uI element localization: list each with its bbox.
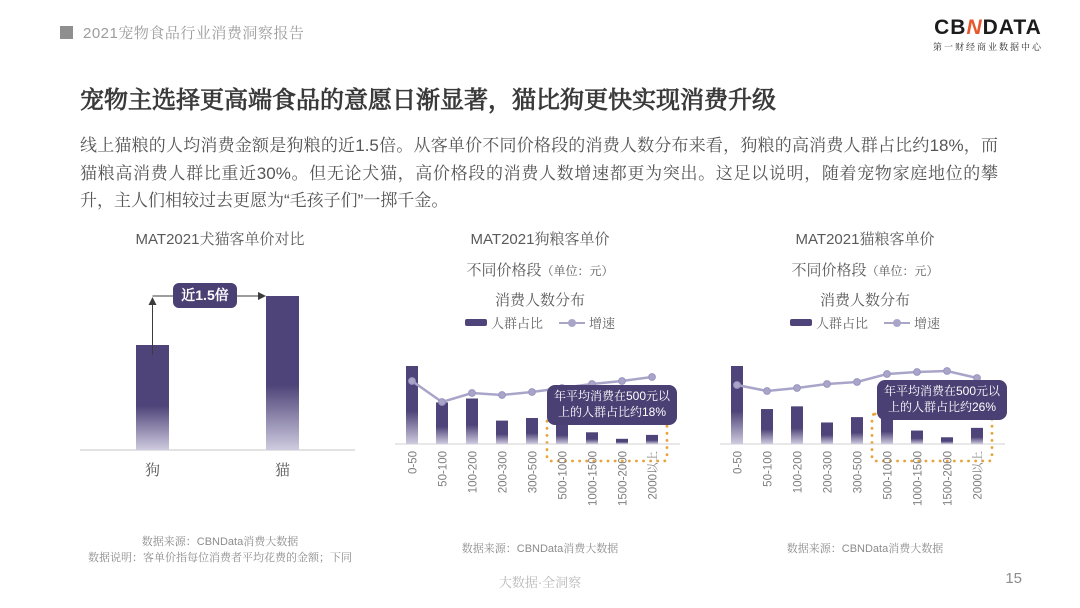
line-swatch-icon [884, 322, 910, 324]
svg-text:0-50: 0-50 [407, 451, 420, 475]
chart3-title-line3: 消费人数分布 [819, 292, 910, 309]
svg-text:2000以上: 2000以上 [972, 451, 985, 500]
logo-part-n: N [966, 16, 983, 39]
chart2-legend-bars [465, 313, 543, 332]
chart2-title-line3: 消费人数分布 [494, 292, 585, 309]
chart1-source: 数据来源：CBNData消费大数据 [141, 536, 299, 548]
chart1-title: MAT2021犬猫客单价对比 [135, 231, 305, 248]
chart3-title-unit: （单位：元） [866, 264, 939, 278]
bar-swatch-icon [790, 319, 812, 326]
logo-part-cb: CB [934, 16, 967, 39]
svg-text:200-300: 200-300 [822, 451, 835, 494]
chart-dog-cat-price-comparison [65, 225, 375, 564]
svg-text:300-500: 300-500 [852, 451, 865, 494]
footer-slogan: 大数据·全洞察 [498, 575, 582, 590]
line-swatch-icon [559, 322, 585, 324]
chart3-annotation-26pct: 年平均消费在500元以上的人群占比约26% [877, 380, 1007, 420]
chart2-legend [395, 313, 685, 332]
chart3-title-line2-main: 不同价格段 [791, 262, 867, 279]
svg-text:200-300: 200-300 [497, 451, 510, 494]
svg-text:50-100: 50-100 [437, 451, 450, 487]
svg-text:1500-2000: 1500-2000 [617, 451, 630, 506]
svg-text:猫: 猫 [274, 462, 291, 479]
svg-text:500-1000: 500-1000 [882, 451, 895, 500]
svg-text:狗: 狗 [144, 462, 161, 479]
chart2-legend-bars-label: 人群占比 [490, 316, 543, 331]
chart3-source: 数据来源：CBNData消费大数据 [786, 543, 944, 555]
chart2-legend-line [559, 313, 615, 332]
chart1-plot [65, 280, 375, 490]
chart3-title-line2 [720, 259, 1010, 280]
svg-text:1000-1500: 1000-1500 [587, 451, 600, 506]
report-title: 2021宠物食品行业消费洞察报告 [83, 25, 305, 42]
chart3-legend-bars [790, 313, 868, 332]
chart1-annotation-1-5x: 近1.5倍 [173, 283, 237, 308]
svg-text:300-500: 300-500 [527, 451, 540, 494]
chart3-legend [720, 313, 1010, 332]
page-title: 宠物主选择更高端食品的意愿日渐显著，猫比狗更快实现消费升级 [80, 87, 776, 114]
chart3-legend-line-label: 增速 [914, 316, 941, 331]
header-square-bullet [60, 26, 73, 39]
chart2-title-line1: MAT2021狗粮客单价 [470, 231, 610, 248]
bar-swatch-icon [465, 319, 487, 326]
chart2-annotation-18pct: 年平均消费在500元以上的人群占比约18% [547, 385, 677, 425]
chart1-note: 数据说明：客单价指每位消费者平均花费的金额；下同 [88, 552, 352, 564]
logo-part-data: DATA [982, 16, 1042, 39]
svg-text:0-50: 0-50 [732, 451, 745, 475]
svg-text:100-200: 100-200 [792, 451, 805, 494]
body-paragraph: 线上猫粮的人均消费金额是狗粮的近1.5倍。从客单价不同价格段的消费人数分布来看，狗粮的高消费人群占比约18%，而猫粮高消费人群比重近30%。但无论犬猫，高价格段的消费人数增速都更为突出。这足以说明，随着宠物家庭地位的攀升，主人们相较过去更愿为“毛孩子们”一掷千金。 [80, 136, 998, 211]
chart2-legend-line-label: 增速 [589, 316, 616, 331]
cbndata-logo-wordmark [926, 17, 1050, 39]
svg-text:500-1000: 500-1000 [557, 451, 570, 500]
chart3-legend-line [884, 313, 940, 332]
chart-dog-food-price-bands [395, 225, 685, 560]
svg-text:2000以上: 2000以上 [647, 451, 660, 500]
chart3-plot [720, 350, 1010, 525]
chart3-legend-bars-label: 人群占比 [815, 316, 868, 331]
chart2-title-line2-main: 不同价格段 [466, 262, 542, 279]
chart2-plot [395, 350, 685, 525]
svg-text:100-200: 100-200 [467, 451, 480, 494]
svg-text:1000-1500: 1000-1500 [912, 451, 925, 506]
chart2-title-unit: （单位：元） [541, 264, 614, 278]
chart2-source: 数据来源：CBNData消费大数据 [461, 543, 619, 555]
page-number: 15 [1005, 570, 1022, 587]
svg-text:1500-2000: 1500-2000 [942, 451, 955, 506]
svg-text:50-100: 50-100 [762, 451, 775, 487]
chart2-title-line2 [395, 259, 685, 280]
chart-cat-food-price-bands [720, 225, 1010, 560]
cbndata-logo [926, 17, 1050, 53]
chart3-title-line1: MAT2021猫粮客单价 [795, 231, 935, 248]
logo-tagline: 第一财经商业数据中心 [932, 42, 1043, 52]
